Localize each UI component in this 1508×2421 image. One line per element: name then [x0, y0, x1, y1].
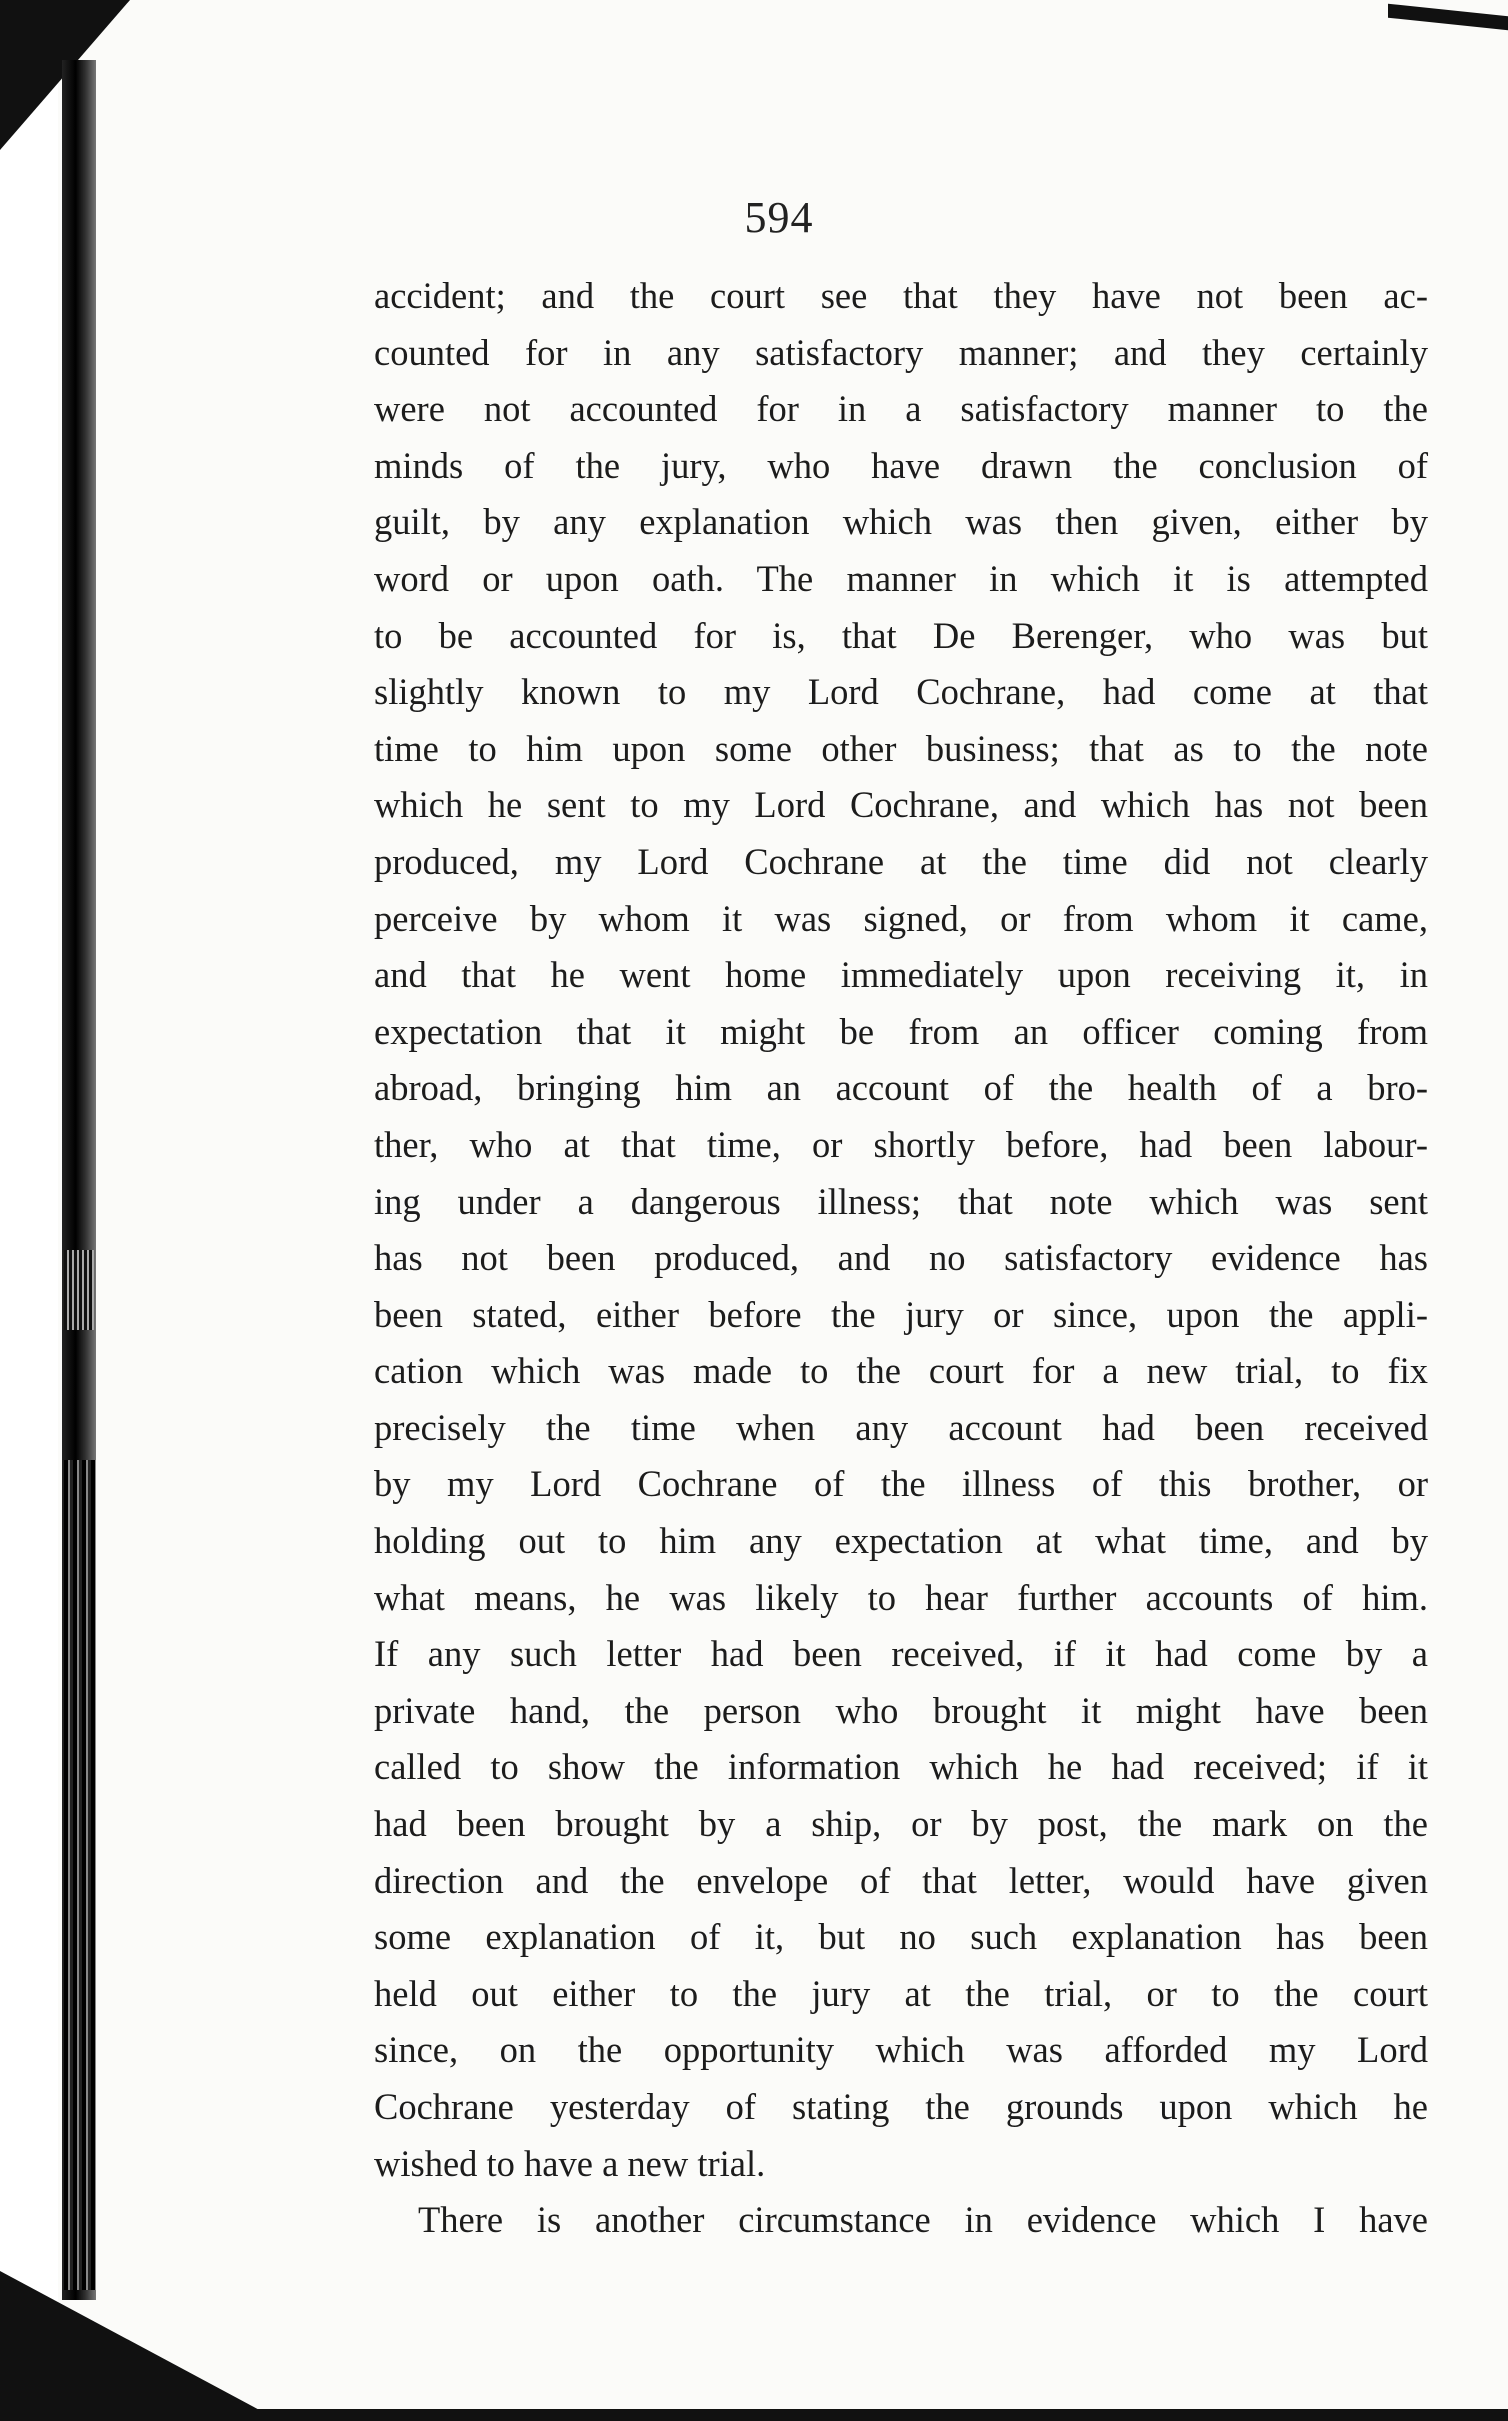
- text-line: by my Lord Cochrane of the illness of this brother, or: [374, 1463, 1428, 1505]
- book-binding-texture: [64, 1250, 94, 1330]
- text-line: some explanation of it, but no such explanation has been: [374, 1916, 1428, 1958]
- text-line: expectation that it might be from an officer coming from: [374, 1010, 1428, 1052]
- text-line: cation which was made to the court for a new trial, to fix: [374, 1350, 1428, 1392]
- text-line: what means, he was likely to hear further accounts of him.: [374, 1576, 1428, 1618]
- text-line: has not been produced, and no satisfactory evidence has: [374, 1237, 1428, 1279]
- text-line: accident; and the court see that they have not been ac-: [374, 275, 1428, 316]
- text-line: held out either to the jury at the trial, or to the court: [374, 1972, 1428, 2014]
- text-line: and that he went home immediately upon receiving it, in: [374, 954, 1428, 996]
- text-line: time to him upon some other business; that as to the note: [374, 727, 1428, 769]
- text-line: slightly known to my Lord Cochrane, had come at that: [374, 671, 1428, 713]
- body-text: [374, 268, 1428, 2249]
- text-line: word or upon oath. The manner in which it is attempted: [374, 557, 1428, 599]
- text-line: been stated, either before the jury or since, upon the appli-: [374, 1293, 1428, 1335]
- scan-edge-bottom-left: [0, 2271, 280, 2421]
- text-line: guilt, by any explanation which was then given, either by: [374, 501, 1428, 543]
- text-line: had been brought by a ship, or by post, the mark on the: [374, 1803, 1428, 1845]
- text-line: minds of the jury, who have drawn the conclusion of: [374, 444, 1428, 486]
- text-line: which he sent to my Lord Cochrane, and which has not been: [374, 784, 1428, 826]
- text-line: precisely the time when any account had been received: [374, 1406, 1428, 1448]
- text-line: called to show the information which he had received; if it: [374, 1746, 1428, 1788]
- scan-edge-bottom: [0, 2409, 1508, 2421]
- text-line: Cochrane yesterday of stating the grounds upon which he: [374, 2086, 1428, 2127]
- text-line: ther, who at that time, or shortly before, had been labour-: [374, 1123, 1428, 1165]
- text-line: to be accounted for is, that De Berenger, who was but: [374, 614, 1428, 656]
- paragraph-1: [374, 268, 1428, 2192]
- text-line: perceive by whom it was signed, or from whom it came,: [374, 897, 1428, 939]
- book-binding-texture-lower: [64, 1460, 96, 2290]
- text-line: abroad, bringing him an account of the health of a bro-: [374, 1067, 1428, 1109]
- text-line: There is another circumstance in evidence which I have: [418, 2199, 1428, 2241]
- paragraph-2: [374, 2192, 1428, 2249]
- text-line: produced, my Lord Cochrane at the time did not clearly: [374, 840, 1428, 882]
- text-line: counted for in any satisfactory manner; and they certainly: [374, 331, 1428, 373]
- text-line: If any such letter had been received, if it had come by a: [374, 1633, 1428, 1675]
- page-margin-left: [0, 0, 58, 2421]
- text-line: holding out to him any expectation at what time, and by: [374, 1520, 1428, 1562]
- text-line: private hand, the person who brought it might have been: [374, 1689, 1428, 1731]
- text-line: wished to have a new trial.: [374, 2142, 766, 2184]
- text-line: were not accounted for in a satisfactory manner to the: [374, 388, 1428, 430]
- scan-edge-top-right: [1388, 4, 1508, 31]
- text-line: since, on the opportunity which was afforded my Lord: [374, 2029, 1428, 2071]
- text-line: direction and the envelope of that letter, would have given: [374, 1859, 1428, 1901]
- page-number: 594: [744, 193, 814, 242]
- text-line: ing under a dangerous illness; that note which was sent: [374, 1180, 1428, 1222]
